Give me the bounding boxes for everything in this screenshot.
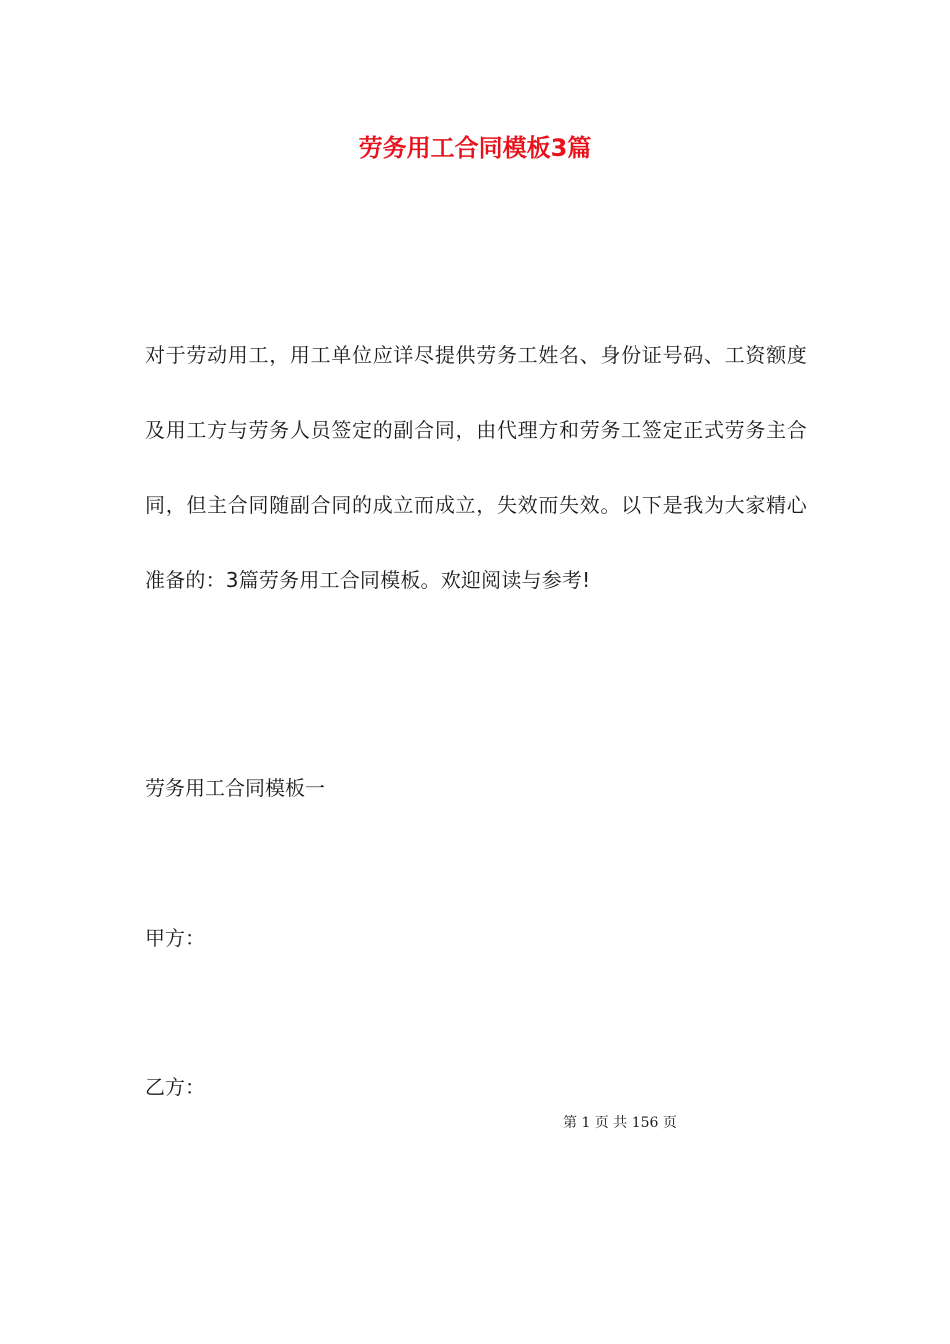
page-number-footer: 第 1 页 共 156 页 <box>563 1115 677 1131</box>
party-a-label: 甲方： <box>145 926 205 950</box>
intro-paragraph: 对于劳动用工，用工单位应详尽提供劳务工姓名、身份证号码、工资额度及用工方与劳务人员签定的副合同，由代理方和劳务工签定正式劳务主合同，但主合同随副合同的成立而成立，失效而失效。以下是我为大家精心准备的：3篇劳务用工合同模板。欢迎阅读与参考! <box>145 343 807 592</box>
party-b-label: 乙方： <box>145 1075 205 1099</box>
section-heading: 劳务用工合同模板一 <box>145 776 325 800</box>
document-title: 劳务用工合同模板3篇 <box>358 134 592 162</box>
